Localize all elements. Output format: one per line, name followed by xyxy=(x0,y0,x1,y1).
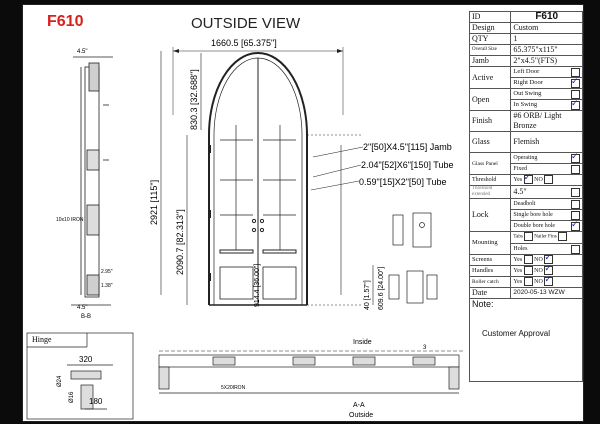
hinge-d4: 180 xyxy=(89,397,103,406)
section-dim: 3 xyxy=(423,345,427,351)
lock-double: Double bore hole xyxy=(513,223,556,229)
side-dim-a: 2.95" xyxy=(101,269,113,275)
tube2-callout: 0.59"[15]X2"[50] Tube xyxy=(359,177,447,187)
active-right: Right Door xyxy=(513,79,543,86)
lock-detail xyxy=(389,213,437,303)
qty-value: 1 xyxy=(511,34,583,45)
finish-label: Finish xyxy=(470,111,511,132)
door-drawing xyxy=(23,5,473,423)
panel-fixed-checkbox[interactable] xyxy=(571,165,580,174)
threshold-ext-label: Threshold extended xyxy=(470,186,511,199)
panel-operating-checkbox[interactable] xyxy=(571,154,580,163)
section-drawing xyxy=(159,355,459,393)
hinge-d2: Ø24 xyxy=(57,375,63,387)
model-title: F610 xyxy=(47,13,84,30)
side-bottom-dim: 4.5" xyxy=(77,305,88,311)
sill-dim: 40 [1.57"] xyxy=(364,280,371,310)
side-code: B-B xyxy=(81,314,92,320)
drawing-sheet xyxy=(22,4,584,422)
open-in-checkbox[interactable] xyxy=(571,101,580,110)
panel-label: Glass Panel xyxy=(470,153,511,175)
roller-no-checkbox[interactable] xyxy=(544,277,553,286)
side-dim-b: 1.38" xyxy=(101,283,113,289)
tube1-callout: 2.04"[52]X6"[150] Tube xyxy=(361,160,454,170)
threshold-no-checkbox[interactable] xyxy=(544,175,553,184)
open-out: Out Swing xyxy=(513,90,542,97)
spec-panel xyxy=(469,11,583,382)
size-value: 65.375"x115" xyxy=(511,45,583,56)
hinge-title: Hinge xyxy=(32,335,52,344)
handles-yes: Yes xyxy=(513,267,523,274)
section-code: A-A xyxy=(353,402,365,409)
screens-no: NO xyxy=(534,256,543,263)
jamb-label: Jamb xyxy=(470,56,511,67)
date-label: Date xyxy=(470,287,511,298)
qty-label: QTY xyxy=(470,34,511,45)
door-height-label: 2090.7 [82.313"] xyxy=(175,209,185,275)
jamb-callout: 2"[50]X4.5"[115] Jamb xyxy=(363,142,452,152)
screens-yes-checkbox[interactable] xyxy=(524,255,533,264)
roller-label: Roller catch xyxy=(470,276,511,287)
hinge-d3: Ø16 xyxy=(69,391,75,403)
lock-double-checkbox[interactable] xyxy=(571,222,580,231)
side-top-dim: 4.5" xyxy=(77,49,88,55)
panel-operating: Operating xyxy=(513,155,538,161)
bottom-dim: 609.6 [24.00"] xyxy=(378,266,385,310)
open-in: In Swing xyxy=(513,101,538,108)
threshold-no: NO xyxy=(534,177,543,183)
threshold-ext-value: 4.5" xyxy=(513,187,527,196)
handles-yes-checkbox[interactable] xyxy=(524,266,533,275)
lock-deadbolt-checkbox[interactable] xyxy=(571,200,580,209)
lock-single: Single bore hole xyxy=(513,212,553,218)
side-iron-label: 10x10 IRON xyxy=(56,217,84,223)
panel-fixed: Fixed xyxy=(513,166,528,172)
threshold-label: Threshold xyxy=(470,175,511,186)
lower-panel-dim: 914.4 [36.00"] xyxy=(254,263,261,307)
id-value: F610 xyxy=(511,12,583,23)
roller-yes-checkbox[interactable] xyxy=(524,277,533,286)
active-left: Left Door xyxy=(513,68,540,75)
glass-value: Flemish xyxy=(511,132,583,153)
open-label: Open xyxy=(470,89,511,111)
active-label: Active xyxy=(470,67,511,89)
active-right-checkbox[interactable] xyxy=(571,79,580,88)
roller-yes: Yes xyxy=(513,278,523,285)
section-outside-label: Outside xyxy=(349,412,374,419)
hinge-d1: 320 xyxy=(79,355,93,364)
mount-fins: Nailer Fins xyxy=(534,234,557,240)
size-label: Overall Size xyxy=(470,45,511,56)
customer-approval: Customer Approval xyxy=(482,328,551,338)
screens-yes: Yes xyxy=(513,256,523,263)
threshold-yes-checkbox[interactable] xyxy=(524,175,533,184)
handles-label: Handles xyxy=(470,265,511,276)
section-iron-label: 5X20IRON xyxy=(221,385,246,391)
design-value: Custom xyxy=(511,23,583,34)
handles-no: NO xyxy=(534,267,543,274)
lock-label: Lock xyxy=(470,199,511,232)
section-inside-label: Inside xyxy=(353,339,372,346)
mounting-label: Mounting xyxy=(470,232,511,255)
mount-fins-checkbox[interactable] xyxy=(558,232,567,241)
mount-tabs: Tabs xyxy=(513,234,523,240)
screens-label: Screens xyxy=(470,254,511,265)
date-value: 2020-05-13 WZW xyxy=(511,287,583,298)
jamb-value: 2"x4.5"(FTS) xyxy=(511,56,583,67)
mount-tabs-checkbox[interactable] xyxy=(524,232,533,241)
view-title: OUTSIDE VIEW xyxy=(191,15,301,32)
lock-deadbolt: Deadbolt xyxy=(513,201,536,207)
width-dim-label: 1660.5 [65.375"] xyxy=(211,38,277,48)
arch-height-label: 830.3 [32.688"] xyxy=(189,69,199,130)
threshold-ext-checkbox[interactable] xyxy=(571,188,580,197)
threshold-yes: Yes xyxy=(513,177,523,183)
mount-holes-checkbox[interactable] xyxy=(571,245,580,254)
design-label: Design xyxy=(470,23,511,34)
finish-value: #6 ORB/ Light Bronze xyxy=(511,111,583,132)
id-label: ID xyxy=(470,12,511,23)
side-profile xyxy=(71,57,113,305)
note-label: Note: xyxy=(472,298,494,309)
mount-holes: Holes xyxy=(513,245,528,252)
overall-height-label: 2921 [115"] xyxy=(149,179,159,225)
roller-no: NO xyxy=(534,278,543,285)
glass-label: Glass xyxy=(470,132,511,153)
